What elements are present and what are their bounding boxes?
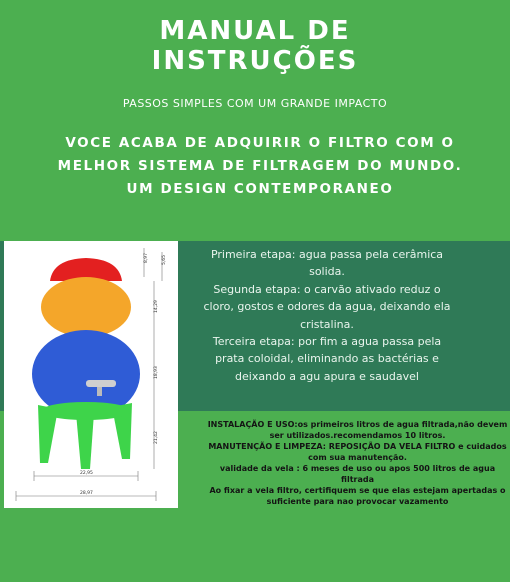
page-title	[0, 16, 510, 76]
tap-neck	[97, 387, 102, 396]
dim-top-label: 8,97	[144, 252, 149, 263]
dim-base-outer-label: 28,97	[80, 491, 93, 496]
dim-base-inner-label: 22,95	[80, 471, 93, 476]
tap-body	[86, 380, 116, 387]
leg-middle	[76, 413, 94, 469]
usage-instructions	[205, 419, 510, 507]
dim-cap-label: 5,65	[162, 254, 167, 265]
instruction-fixing: Ao fixar a vela filtro, certifiquem se que elas estejam apertadas o suficiente para nao provocar vazamento	[209, 486, 506, 506]
filter-diagram-svg	[4, 241, 178, 508]
headline-line-3: UM DESIGN CONTEMPORANEO	[126, 181, 394, 197]
dim-legs-label: 21,42	[154, 431, 159, 444]
upper-chamber	[41, 277, 131, 337]
title-line-2: INSTRUÇÕES	[151, 46, 359, 76]
instruction-validity: validade da vela : 6 meses de uso ou apos 500 litros de agua filtrada	[219, 464, 496, 484]
step-1: Primeira etapa: agua passa pela cerâmica solida.	[210, 248, 444, 279]
filter-diagram	[4, 241, 178, 508]
instruction-installation: INSTALAÇÃO E USO:os primeiros litros de agua filtrada,não devem ser utilizados.recomendamos 10 litros.	[207, 420, 508, 440]
headline-line-1: VOCE ACABA DE ADQUIRIR O FILTRO COM O	[65, 135, 455, 151]
step-2: Segunda etapa: o carvão ativado reduz o cloro, gostos e odores da agua, deixando ela cristalina.	[203, 282, 451, 331]
subtitle: PASSOS SIMPLES COM UM GRANDE IMPACTO	[122, 97, 388, 110]
dim-middle-label: 14,29	[154, 300, 159, 313]
leg-base	[41, 402, 131, 420]
headline-line-2: MELHOR SISTEMA DE FILTRAGEM DO MUNDO.	[57, 158, 463, 174]
filtration-steps	[200, 246, 454, 385]
headline	[40, 132, 480, 201]
step-3: Terceira etapa: por fim a agua passa pela prata coloidal, eliminando as bactérias e deixando a agu apura e saudavel	[212, 335, 442, 383]
dim-lower-label: 18,93	[154, 366, 159, 379]
instruction-maintenance: MANUTENÇÃO E LIMPEZA: REPOSIÇÃO DA VELA FILTRO e cuidados com sua manutenção.	[208, 442, 507, 462]
title-line-1: MANUAL DE	[159, 16, 351, 46]
